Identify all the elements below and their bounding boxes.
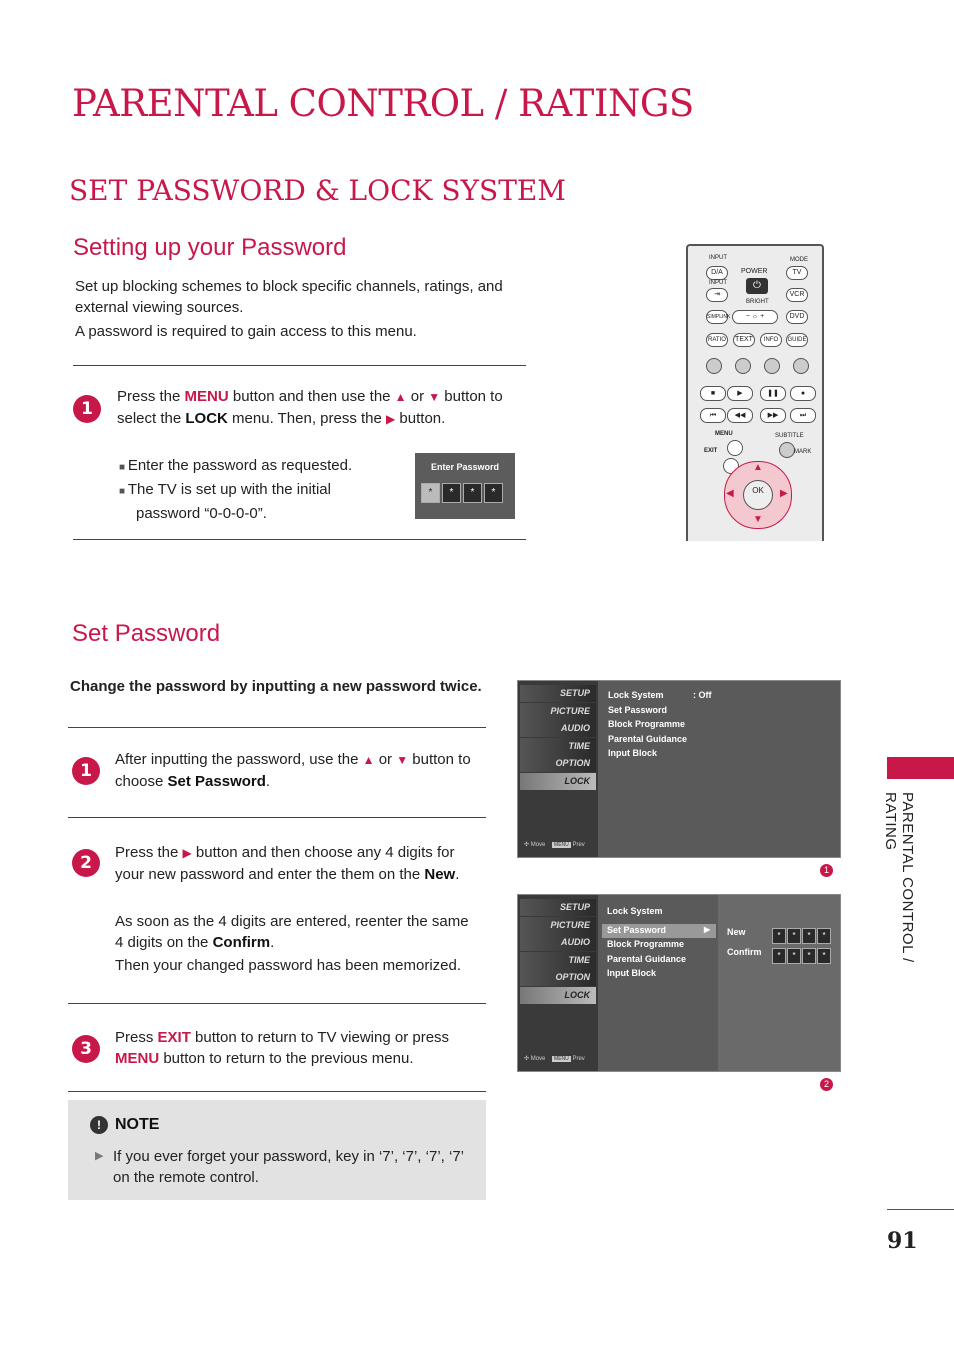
play-button[interactable]: ▶ [727,386,753,401]
section-title: SET PASSWORD & LOCK SYSTEM [69,174,566,207]
step-number: 2 [72,849,100,877]
tab-time[interactable]: TIME [520,738,596,755]
side-tab-label: PARENTAL CONTROL / RATING [882,792,916,963]
menu-item-block-programme[interactable]: Block Programme [608,719,686,729]
menu-item-block-programme[interactable]: Block Programme [607,939,685,949]
mark-label: MARK [794,449,812,455]
note-arrow-icon: ▶ [95,1150,104,1162]
menu-key: MENU [115,1050,160,1067]
lock-key: LOCK [185,410,228,427]
menu-tabs [518,895,598,1071]
right-arrow-icon[interactable]: ▶ [780,488,788,499]
menu-tabs [518,681,598,857]
confirm-label: Confirm [727,947,762,957]
setup-intro-2: A password is required to gain access to this menu. [75,323,417,340]
left-arrow-icon[interactable]: ◀ [726,488,734,499]
submenu-panel [718,895,840,1071]
exit-label: EXIT [704,448,718,454]
menu-item-lock-system[interactable]: Lock System [608,690,664,700]
step-number: 1 [72,757,100,785]
subtitle-button[interactable] [779,442,795,458]
input-label: INPUT [709,255,727,261]
setup-heading: Setting up your Password [73,234,347,261]
menu-screen-1 [517,680,841,858]
divider [68,727,486,728]
digit-box[interactable]: * [442,483,461,503]
digit-box[interactable]: * [421,483,440,503]
divider [73,539,526,540]
dvd-button[interactable]: DVD [786,310,808,324]
tab-setup[interactable]: SETUP [520,685,596,702]
tab-audio[interactable]: AUDIO [520,720,596,737]
simplink-button[interactable]: SIMPLINK [706,310,728,324]
tab-lock[interactable]: LOCK [520,987,596,1004]
side-tab-marker [887,757,954,779]
right-arrow-icon: ▶ [386,412,396,426]
menu-label: MENU [715,431,733,437]
text-button[interactable]: TEXT [733,333,755,347]
divider [73,365,526,366]
menu-item-parental-guidance[interactable]: Parental Guidance [607,954,687,964]
tab-audio[interactable]: AUDIO [520,934,596,951]
divider [68,1091,486,1092]
bullet-item: ■ Enter the password as requested. [119,457,353,474]
password-digits [415,482,515,503]
remote-control [686,244,824,541]
down-arrow-icon: ▼ [428,390,441,404]
page-title: PARENTAL CONTROL / RATINGS [72,82,694,125]
set-password-heading: Set Password [72,620,221,647]
menu-item-parental-guidance[interactable]: Parental Guidance [608,734,688,744]
bullet-continuation: password “0-0-0-0”. [136,505,267,522]
navigation-ring[interactable] [724,461,792,529]
power-label: POWER [741,268,768,275]
divider [887,1209,954,1210]
skip-back-button[interactable]: ⏮ [700,408,726,423]
bullet-item: ■ The TV is set up with the initial [119,481,331,498]
record-button[interactable]: ● [790,386,816,401]
setup-intro: Set up blocking schemes to block specific channels, ratings, and external viewing sources. [75,278,503,316]
set-password-step-1: After inputting the password, use the ▲ or ▼ button to choose Set Password. [115,751,471,790]
down-arrow-icon: ▼ [396,753,409,767]
color-button[interactable] [793,358,809,374]
down-arrow-icon[interactable]: ▼ [753,514,763,525]
tab-setup[interactable]: SETUP [520,899,596,916]
ok-button[interactable]: OK [743,480,773,510]
menu-button[interactable] [727,440,743,456]
right-arrow-icon: ▶ [182,846,192,860]
bright-slider[interactable]: − ☼ + [732,310,778,324]
tab-option[interactable]: OPTION [520,969,596,986]
input-label: INPUT [709,280,727,286]
new-password-field[interactable]: * * * * [772,925,832,944]
menu-item-set-password[interactable]: Set Password [608,705,668,715]
skip-forward-button[interactable]: ⏭ [790,408,816,423]
page-number: 91 [887,1228,918,1254]
step-number: 1 [73,395,101,423]
stop-button[interactable]: ■ [700,386,726,401]
menu-footer: ✣ Move MENU Prev [524,842,585,848]
screen-badge: 2 [820,1078,833,1091]
divider [68,1003,486,1004]
menu-item-input-block[interactable]: Input Block [607,968,656,978]
tab-option[interactable]: OPTION [520,755,596,772]
color-button[interactable] [735,358,751,374]
tab-lock[interactable]: LOCK [520,773,596,790]
digit-box[interactable]: * [463,483,482,503]
subtitle-label: SUBTITLE [775,433,804,439]
power-icon[interactable]: ⏻ [746,278,768,294]
tab-picture[interactable]: PICTURE [520,917,596,934]
input-button[interactable]: ⇥ [706,288,728,302]
info-button[interactable]: INFO [760,333,782,347]
set-password-step-2b: As soon as the 4 digits are entered, reenter the same 4 digits on the Confirm. [115,913,469,951]
menu-screen-2 [517,894,841,1072]
note-box [68,1100,486,1200]
up-arrow-icon: ▲ [394,390,407,404]
exit-key: EXIT [157,1029,191,1046]
menu-footer: ✣ Move MENU Prev [524,1056,585,1062]
enter-password-dialog [415,453,515,519]
pause-button[interactable]: ❚❚ [760,386,786,401]
right-arrow-icon: ▶ [704,925,711,934]
tv-button[interactable]: TV [786,266,808,280]
fast-forward-button[interactable]: ▶▶ [760,408,786,423]
menu-key: MENU [184,388,229,405]
color-button[interactable] [706,358,722,374]
set-password-step-3: Press EXIT button to return to TV viewing or press MENU button to return to the previous menu. [115,1029,450,1067]
rewind-button[interactable]: ◀◀ [727,408,753,423]
confirm-password-field[interactable]: * * * * [772,945,832,964]
tab-time[interactable]: TIME [520,952,596,969]
dialog-title: Enter Password [430,462,500,472]
tab-picture[interactable]: PICTURE [520,703,596,720]
new-label: New [727,927,746,937]
up-arrow-icon[interactable]: ▲ [753,462,763,473]
note-icon: ! [90,1116,108,1134]
lock-system-value: : Off [693,690,712,700]
divider [68,817,486,818]
color-button[interactable] [764,358,780,374]
menu-item-set-password[interactable]: Set Password [607,925,667,935]
note-title: NOTE [115,1116,160,1133]
step-number: 3 [72,1035,100,1063]
mode-label: MODE [790,257,808,263]
note-text: If you ever forget your password, key in ‘7’, ‘7’, ‘7’, ‘7’ on the remote control. [113,1148,464,1186]
menu-item-input-block[interactable]: Input Block [608,748,657,758]
set-password-intro: Change the password by inputting a new password twice. [70,678,482,695]
ratio-button[interactable]: RATIO [706,333,728,347]
bright-label: BRIGHT [746,299,769,305]
screen-badge: 1 [820,864,833,877]
digit-box[interactable]: * [484,483,503,503]
menu-item-lock-system[interactable]: Lock System [607,906,663,916]
da-button[interactable]: D/A [706,266,728,280]
set-password-step-2c: Then your changed password has been memorized. [115,957,462,974]
guide-button[interactable]: GUIDE [786,333,808,347]
setup-step-1: Press the MENU button and then use the ▲ or ▼ button to select the LOCK menu. Then, press the ▶ button. [117,388,503,427]
vcr-button[interactable]: VCR [786,288,808,302]
set-password-step-2: Press the ▶ button and then choose any 4 digits for your new password and enter the them on the New. [115,844,460,883]
up-arrow-icon: ▲ [362,753,375,767]
